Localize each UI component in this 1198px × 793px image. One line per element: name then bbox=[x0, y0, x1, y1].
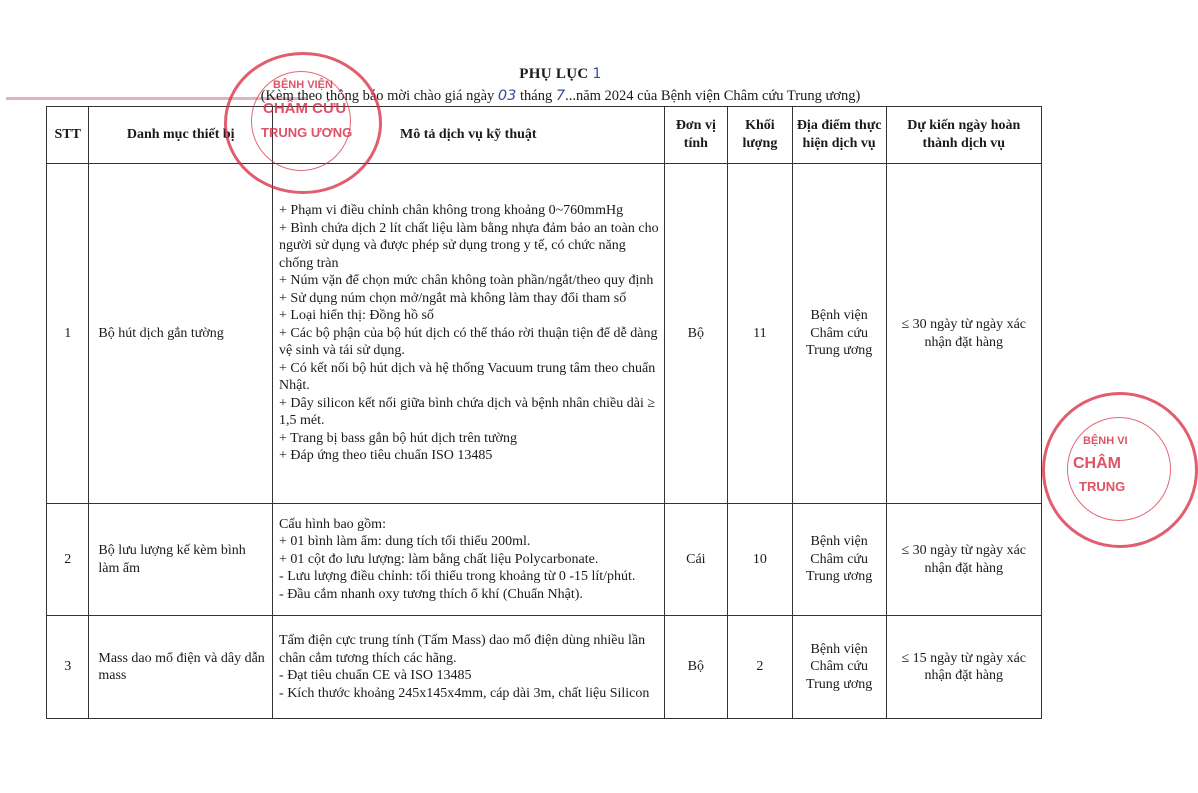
cell-stt: 2 bbox=[47, 504, 89, 616]
cell-qty: 10 bbox=[728, 504, 793, 616]
desc-line: + Đáp ứng theo tiêu chuẩn ISO 13485 bbox=[279, 448, 493, 464]
desc-line: + Núm vặn để chọn mức chân không toàn phần/ngắt/theo quy định bbox=[279, 273, 654, 289]
desc-line: - Đầu cắm nhanh oxy tương thích ổ khí (Chuẩn Nhật). bbox=[279, 586, 583, 602]
header-qty: Khối lượng bbox=[728, 107, 793, 164]
hospital-stamp bbox=[1042, 392, 1198, 548]
table-row bbox=[47, 164, 1042, 504]
desc-line: + Có kết nối bộ hút dịch và hệ thống Vacuum trung tâm theo chuẩn Nhật. bbox=[279, 360, 656, 394]
cell-description bbox=[273, 504, 665, 616]
cell-stt: 3 bbox=[47, 616, 89, 719]
header-place: Địa điểm thực hiện dịch vụ bbox=[792, 107, 886, 164]
header-stt: STT bbox=[47, 107, 89, 164]
desc-line: + Các bộ phận của bộ hút dịch có thể tháo rời thuận tiện để dễ dàng vệ sinh và tái sử dụng. bbox=[279, 325, 658, 359]
table-row bbox=[47, 616, 1042, 719]
handwritten-number: 1 bbox=[592, 66, 602, 82]
desc-line: + Trang bị bass gắn bộ hút dịch trên tường bbox=[279, 430, 517, 446]
cell-unit: Cái bbox=[664, 504, 728, 616]
cell-qty: 11 bbox=[728, 164, 793, 504]
cell-description bbox=[273, 164, 665, 504]
equipment-table bbox=[46, 106, 1042, 719]
desc-line: - Kích thước khoảng 245x145x4mm, cáp dài 3m, chất liệu Silicon bbox=[279, 685, 650, 701]
cell-qty: 2 bbox=[728, 616, 793, 719]
cell-date: ≤ 30 ngày từ ngày xác nhận đặt hàng bbox=[886, 164, 1041, 504]
header-device: Danh mục thiết bị bbox=[89, 107, 273, 164]
cell-place: Bệnh viện Châm cứu Trung ương bbox=[792, 616, 886, 719]
desc-line: + Sử dụng núm chọn mở/ngắt mà không làm thay đổi tham số bbox=[279, 290, 627, 306]
header-unit: Đơn vị tính bbox=[664, 107, 728, 164]
header-date: Dự kiến ngày hoàn thành dịch vụ bbox=[886, 107, 1041, 164]
table-header-row bbox=[47, 107, 1042, 164]
handwritten-day: 03 bbox=[497, 88, 517, 104]
cell-place: Bệnh viện Châm cứu Trung ương bbox=[792, 504, 886, 616]
desc-line: - Lưu lượng điều chỉnh: tối thiểu trong khoảng từ 0 -15 lít/phút. bbox=[279, 569, 636, 585]
desc-line: + Loại hiển thị: Đồng hồ số bbox=[279, 308, 434, 324]
stamp-text-mid: CHÂM bbox=[1073, 455, 1121, 472]
cell-unit: Bộ bbox=[664, 616, 728, 719]
cell-description bbox=[273, 616, 665, 719]
table-row bbox=[47, 504, 1042, 616]
stamp-text-bot: TRUNG bbox=[1079, 479, 1126, 494]
cell-date: ≤ 30 ngày từ ngày xác nhận đặt hàng bbox=[886, 504, 1041, 616]
desc-line: Tấm điện cực trung tính (Tấm Mass) dao mổ điện dùng nhiều lần chân cắm tương thích các hãng. bbox=[279, 633, 646, 666]
desc-line: + Bình chứa dịch 2 lít chất liệu làm bằng nhựa đảm bảo an toàn cho người sử dụng và được phép sử dụng trong y tế, có chức năng chống tràn bbox=[279, 220, 659, 271]
header-desc: Mô tả dịch vụ kỹ thuật bbox=[273, 107, 665, 164]
cell-device-name: Mass dao mổ điện và dây dẫn mass bbox=[89, 616, 273, 719]
handwritten-month: 7 bbox=[555, 88, 566, 104]
desc-line: + Phạm vi điều chỉnh chân không trong khoảng 0~760mmHg bbox=[279, 203, 624, 219]
cell-place: Bệnh viện Châm cứu Trung ương bbox=[792, 164, 886, 504]
stamp-text-bot: TRUNG ƯƠNG bbox=[261, 125, 353, 140]
page-title: PHỤ LỤC 1 bbox=[519, 66, 602, 82]
page-subtitle: (Kèm theo thông báo mời chào giá ngày 03 tháng 7...năm 2024 của Bệnh viện Châm cứu Trung ương) bbox=[260, 88, 861, 104]
desc-line: + Dây silicon kết nối giữa bình chứa dịch và bệnh nhân chiều dài ≥ 1,5 mét. bbox=[279, 395, 656, 429]
desc-line: + 01 cột đo lưu lượng: làm bằng chất liệu Polycarbonate. bbox=[279, 551, 599, 567]
cell-device-name: Bộ lưu lượng kế kèm bình làm ẩm bbox=[89, 504, 273, 616]
desc-line: - Đạt tiêu chuẩn CE và ISO 13485 bbox=[279, 668, 472, 683]
stamp-text-top: BỆNH VIỆN bbox=[273, 79, 333, 91]
cell-device-name: Bộ hút dịch gắn tường bbox=[89, 164, 273, 504]
desc-line: + 01 bình làm ẩm: dung tích tối thiểu 200ml. bbox=[279, 534, 531, 550]
cell-date: ≤ 15 ngày từ ngày xác nhận đặt hàng bbox=[886, 616, 1041, 719]
cell-stt: 1 bbox=[47, 164, 89, 504]
stamp-text-top: BỆNH VI bbox=[1083, 435, 1128, 447]
desc-line: Cấu hình bao gồm: bbox=[279, 516, 386, 532]
cell-unit: Bộ bbox=[664, 164, 728, 504]
stamp-text-mid: CHÂM CỨU bbox=[263, 100, 347, 117]
